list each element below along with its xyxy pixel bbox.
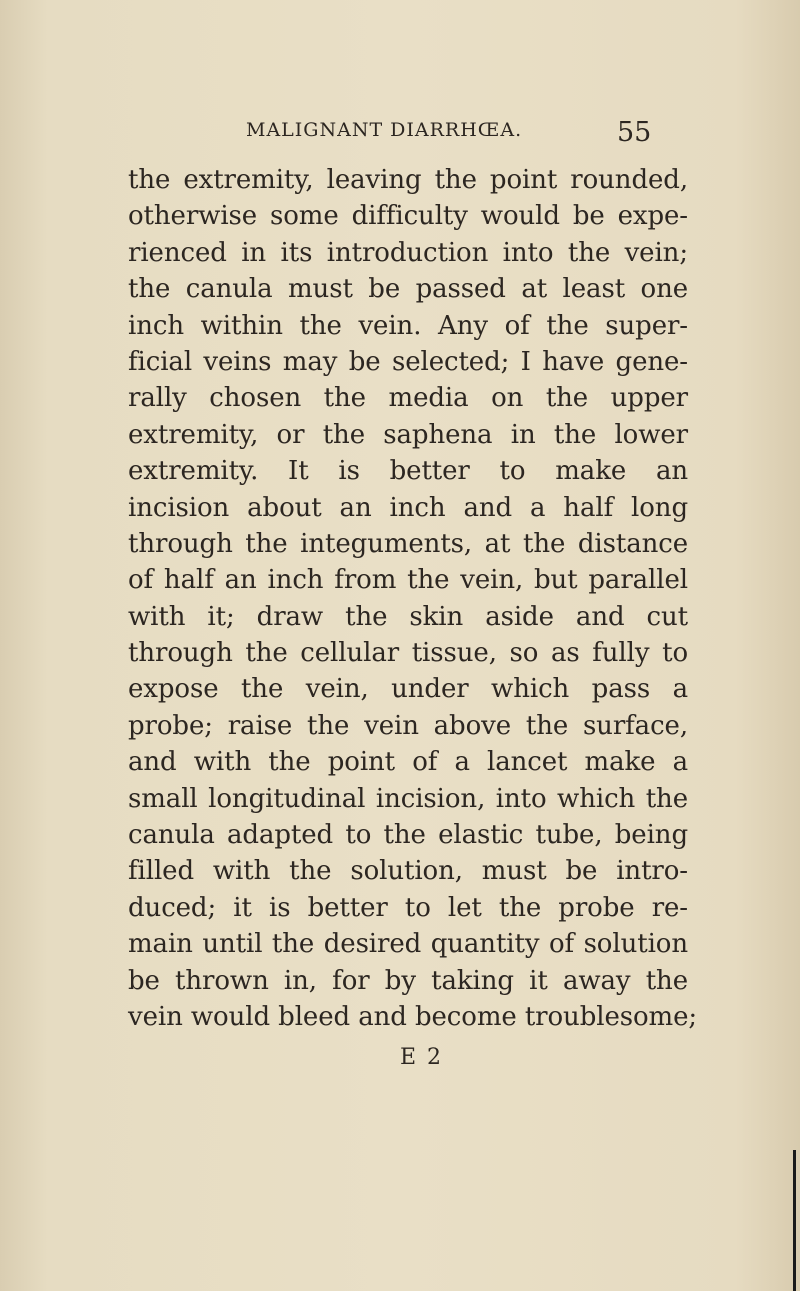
- text-line: extremity, or the saphena in the lower: [128, 419, 688, 450]
- text-line: with it; draw the skin aside and cut: [128, 601, 688, 632]
- text-line: duced; it is better to let the probe re-: [128, 892, 688, 923]
- text-line: be thrown in, for by taking it away the: [128, 965, 688, 996]
- page-header: [0, 117, 800, 151]
- text-line: otherwise some difficulty would be expe-: [128, 201, 688, 232]
- text-line: small longitudinal incision, into which the: [128, 783, 688, 814]
- text-line: ficial veins may be selected; I have gene-: [128, 346, 688, 377]
- text-line: rally chosen the media on the upper: [128, 383, 688, 414]
- text-line: through the integuments, at the distance: [128, 528, 688, 559]
- text-line: of half an inch from the vein, but parallel: [128, 565, 688, 596]
- text-line: rienced in its introduction into the vein;: [128, 237, 688, 268]
- body-text: [128, 162, 698, 1035]
- text-line: main until the desired quantity of solution: [128, 929, 688, 960]
- text-line: the canula must be passed at least one: [128, 274, 688, 305]
- text-line: incision about an inch and a half long: [128, 492, 688, 523]
- page-number: 55: [617, 117, 652, 148]
- text-line: through the cellular tissue, so as fully to: [128, 638, 688, 669]
- page-edge-shadow: [793, 1150, 796, 1291]
- text-line: extremity. It is better to make an: [128, 456, 688, 487]
- text-line: canula adapted to the elastic tube, being: [128, 820, 688, 851]
- text-line: the extremity, leaving the point rounded,: [128, 165, 688, 195]
- text-line: inch within the vein. Any of the super-: [128, 310, 688, 341]
- text-line: filled with the solution, must be intro-: [128, 856, 688, 887]
- text-line: and with the point of a lancet make a: [128, 747, 688, 778]
- text-line: expose the vein, under which pass a: [128, 674, 688, 705]
- text-line: vein would bleed and become troublesome;: [128, 1001, 698, 1032]
- signature-mark: E 2: [400, 1045, 444, 1070]
- running-head: MALIGNANT DIARRHŒA.: [246, 119, 523, 141]
- text-line: probe; raise the vein above the surface,: [128, 710, 688, 741]
